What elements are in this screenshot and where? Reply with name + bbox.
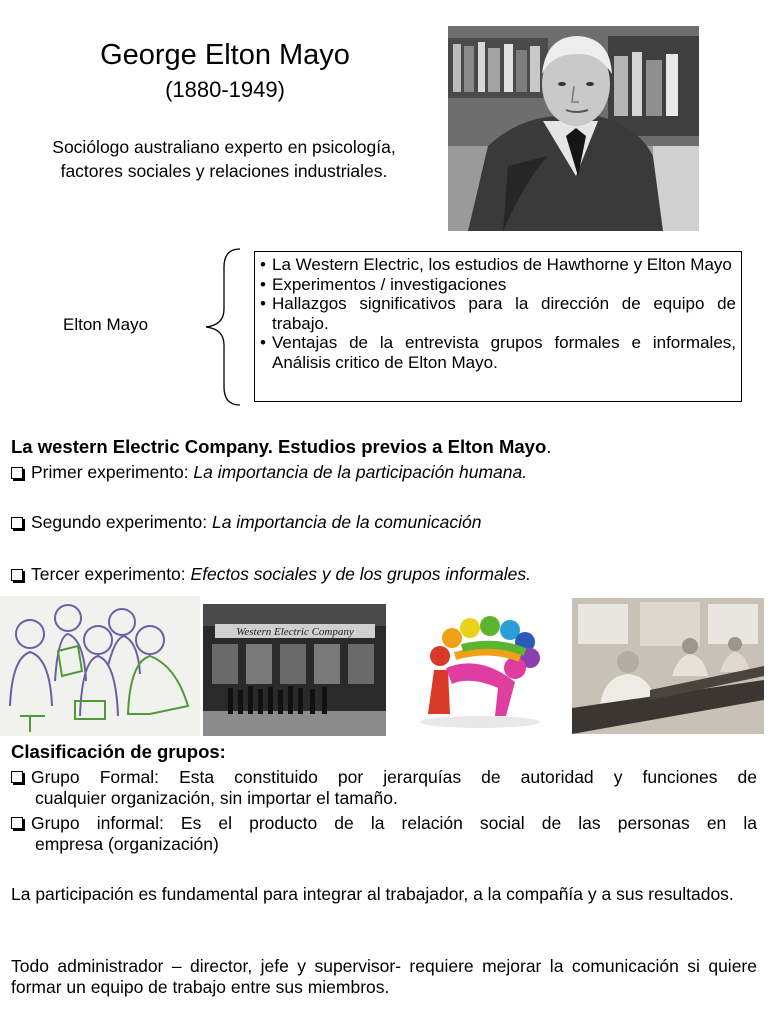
list-item: • Experimentos / investigaciones xyxy=(260,275,736,295)
group-item xyxy=(11,767,757,809)
paragraph: Todo administrador – director, jefe y supervisor- requiere mejorar la comunicación si quiere formar un equipo de trabajo entre sus miembros. xyxy=(11,956,757,997)
checkbox-icon xyxy=(11,517,23,529)
building-sign: Western Electric Company xyxy=(236,626,354,638)
list-item: • Hallazgos significativos para la dirección de equipo de trabajo. xyxy=(260,294,736,333)
intro-text xyxy=(4,135,444,183)
experiment-title: Efectos sociales y de los grupos informales. xyxy=(190,564,531,584)
colorful-team-image xyxy=(388,596,568,736)
checkbox-icon xyxy=(11,467,23,479)
group-text: Grupo Formal: Esta constituido por jerarquías de autoridad y funciones de xyxy=(31,767,757,787)
experiment-label: Segundo experimento: xyxy=(31,512,212,532)
life-years: (1880-1949) xyxy=(165,77,285,102)
group-item xyxy=(11,813,757,855)
checkbox-icon xyxy=(11,817,23,829)
experiment-title: La importancia de la participación humana. xyxy=(193,462,528,482)
mindmap-label: Elton Mayo xyxy=(63,315,149,334)
experiment-item xyxy=(11,462,527,483)
list-item: • La Western Electric, los estudios de Hawthorne y Elton Mayo xyxy=(260,255,736,275)
checkbox-icon xyxy=(11,569,23,581)
experiment-label: Tercer experimento: xyxy=(31,564,191,584)
group-text-cont: cualquier organización, sin importar el tamaño. xyxy=(35,788,398,808)
curly-brace-icon xyxy=(200,247,245,407)
checkbox-icon xyxy=(11,771,23,783)
intro-line: Sociólogo australiano experto en psicología, xyxy=(52,137,396,157)
page-title: George Elton Mayo xyxy=(100,39,350,71)
topics-box xyxy=(254,251,742,402)
hawthorne-workers-image xyxy=(572,598,764,734)
list-item: • Ventajas de la entrevista grupos formales e informales, Análisis critico de Elton Mayo. xyxy=(260,333,736,372)
intro-line: factores sociales y relaciones industriales. xyxy=(60,161,388,181)
topics-list xyxy=(260,255,736,372)
photo-strip xyxy=(0,596,768,736)
portrait-photo xyxy=(448,26,699,231)
sketch-group-image xyxy=(0,596,200,736)
experiment-item xyxy=(11,564,531,585)
western-electric-building-image xyxy=(203,604,386,736)
group-text-cont: empresa (organización) xyxy=(35,834,219,854)
heading-period: . xyxy=(546,436,552,457)
section-heading: Clasificación de grupos: xyxy=(11,741,226,762)
section-heading xyxy=(11,436,551,458)
paragraph: La participación es fundamental para integrar al trabajador, a la compañía y a sus resultados. xyxy=(11,884,734,904)
experiment-label: Primer experimento: xyxy=(31,462,194,482)
group-text: Grupo informal: Es el producto de la relación social de las personas en la xyxy=(31,813,757,833)
experiment-item xyxy=(11,512,481,533)
experiment-title: La importancia de la comunicación xyxy=(211,512,482,532)
section-heading-text: La western Electric Company. Estudios previos a Elton Mayo xyxy=(11,436,547,457)
